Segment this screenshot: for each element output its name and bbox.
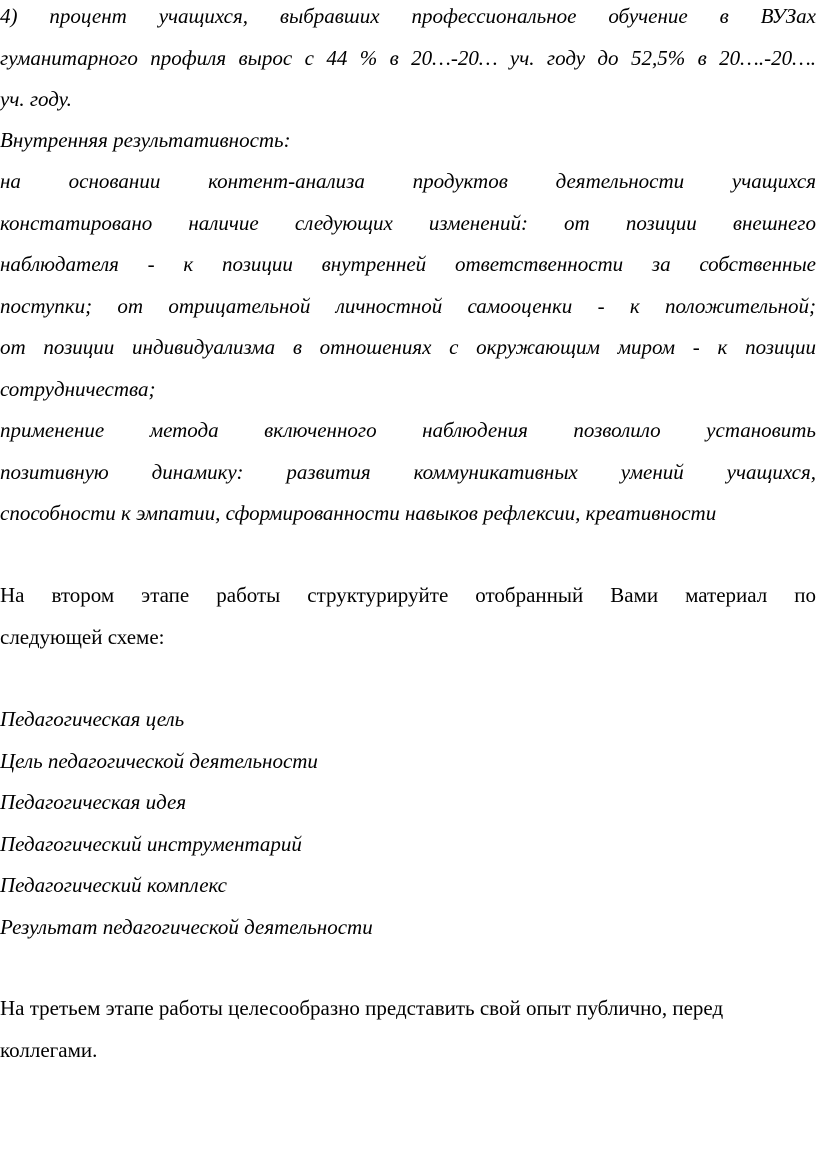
text-line: сотрудничества; [0,376,156,401]
text-line: от позиции индивидуализма в отношениях с окружающим миром - к позиции [0,335,816,360]
text-line: следующей схеме: [0,624,165,649]
scheme-list [0,699,816,949]
text-line: позитивную динамику: развития коммуникативных умений учащихся, [0,459,816,484]
scheme-item: Педагогический комплекс [0,873,227,898]
text-line: 4) процент учащихся, выбравших профессиональное обучение в ВУЗах [0,4,816,28]
text-line: на основании контент-анализа продуктов деятельности учащихся [0,169,816,193]
text-line: наблюдателя - к позиции внутренней ответственности за собственные [0,252,816,277]
paragraph-observation-method [0,410,816,535]
text-line: поступки; от отрицательной личностной самооценки - к положительной; [0,293,816,318]
scheme-item: Педагогическая цель [0,707,185,731]
text-line: коллегами. [0,1037,98,1062]
text-line: способности к эмпатии, сформированности навыков рефлексии, креативности [0,501,717,526]
scheme-item: Педагогическая идея [0,790,187,815]
text-line: констатировано наличие следующих изменений: от позиции внешнего [0,210,816,235]
text-line: На втором этапе работы структурируйте отобранный Вами материал по [0,583,816,607]
paragraph-content-analysis [0,161,816,411]
heading-internal-results [0,120,816,162]
heading-text: Внутренняя результативность: [0,128,291,152]
text-line: На третьем этапе работы целесообразно представить свой опыт публично, перед [0,996,724,1020]
text-line: уч. году. [0,87,72,112]
paragraph-third-stage [0,988,816,1071]
text-line: гуманитарного профиля вырос с 44 % в 20…-20… уч. году до 52,5% в 20….-20…. [0,45,816,70]
scheme-item: Результат педагогической деятельности [0,914,373,939]
paragraph-second-stage [0,575,816,658]
paragraph-results-percent [0,0,816,121]
scheme-item: Педагогический инструментарий [0,831,302,856]
text-line: применение метода включенного наблюдения позволило установить [0,418,816,442]
scheme-item: Цель педагогической деятельности [0,748,318,773]
